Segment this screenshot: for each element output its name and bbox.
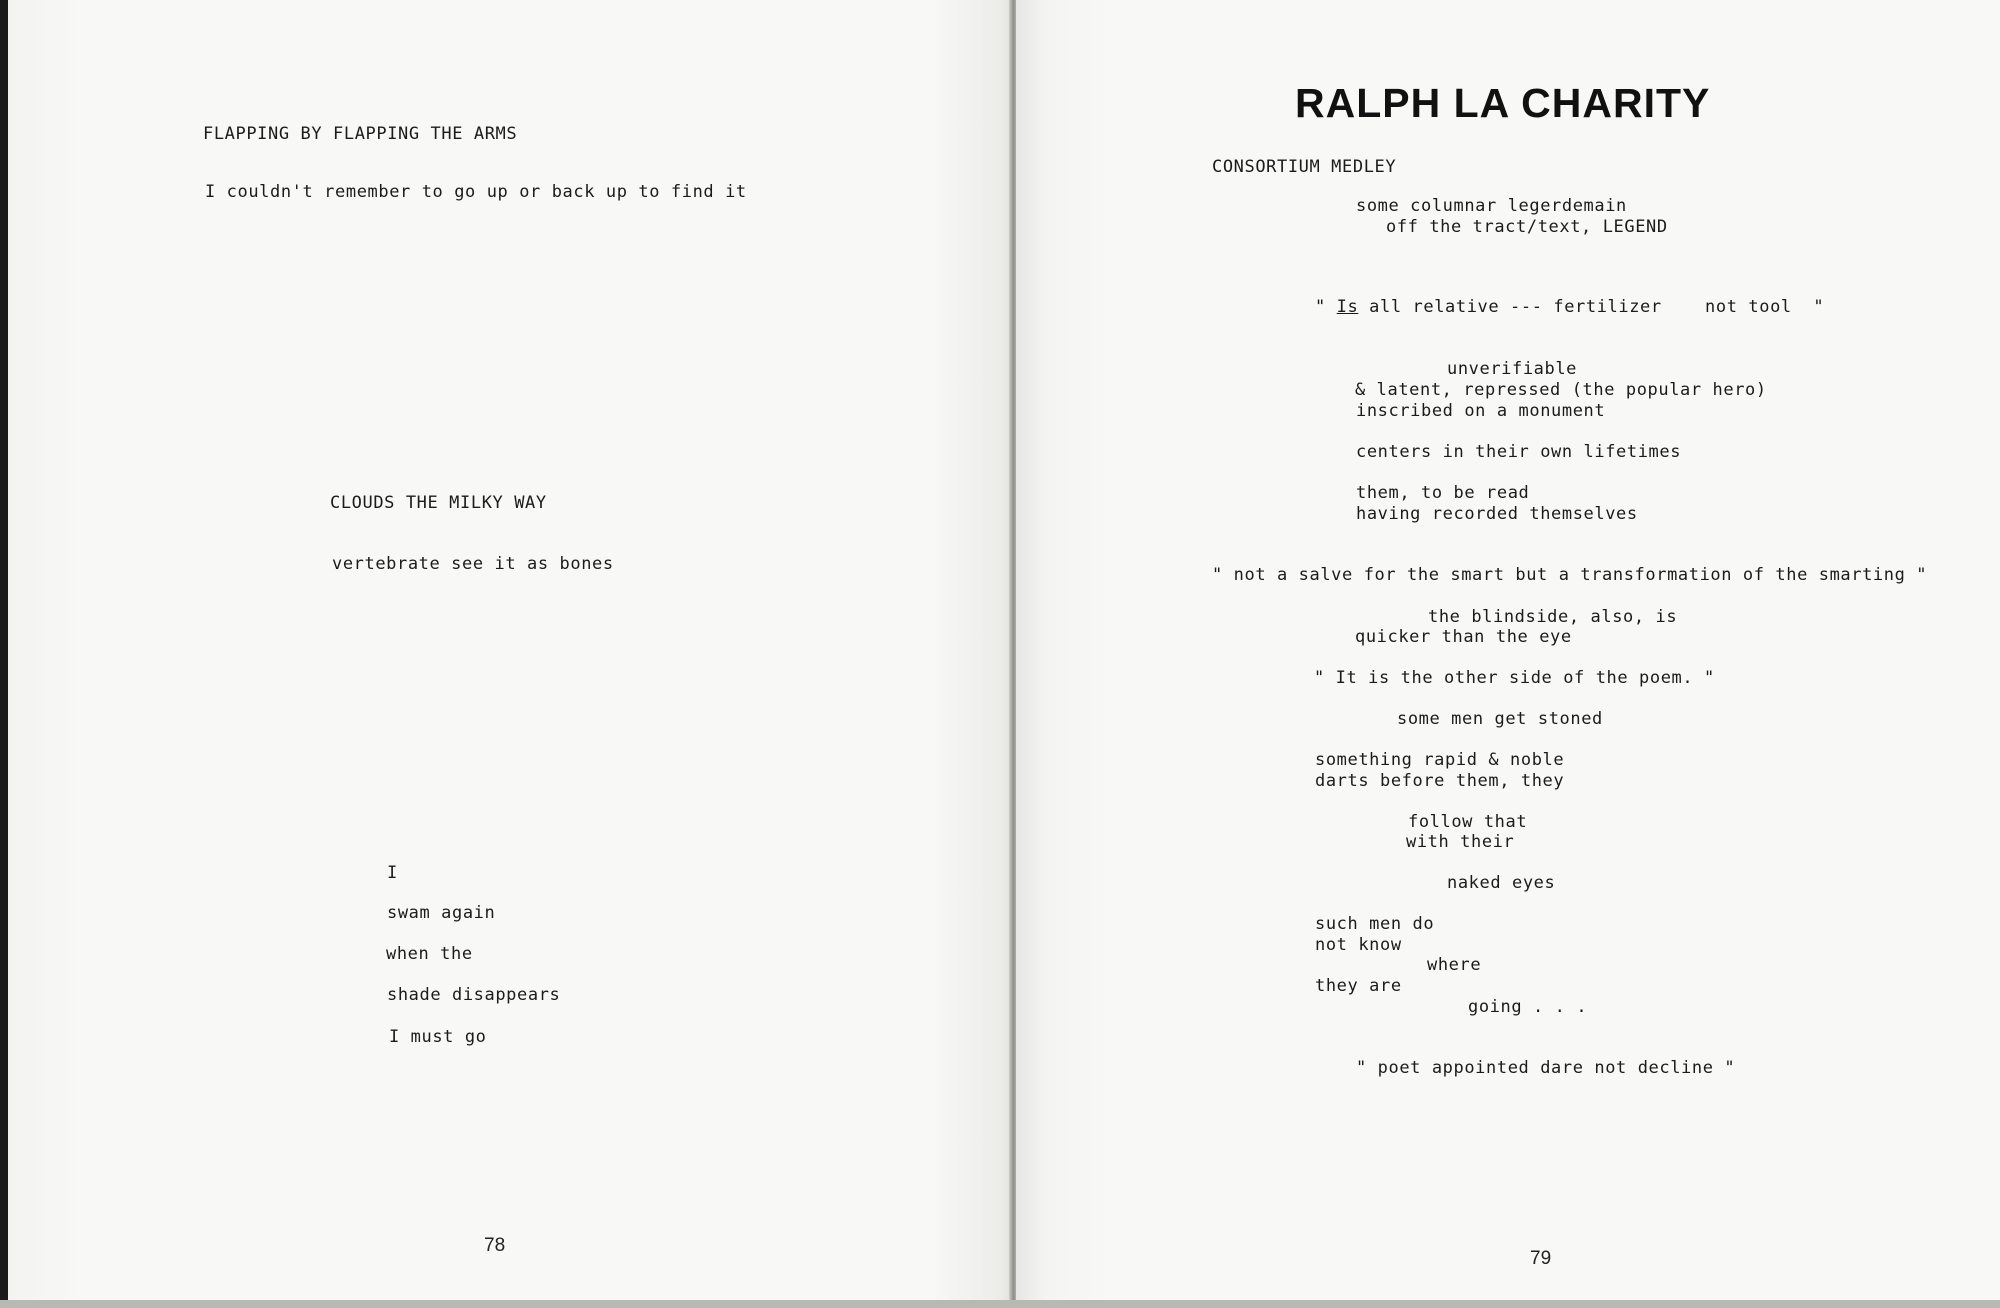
- poem-title-consortium: CONSORTIUM MEDLEY: [1212, 157, 1397, 177]
- medley-line-16: darts before them, they: [1315, 771, 1565, 791]
- poem3-line-4: shade disappears: [387, 985, 561, 1005]
- medley-line-20: such men do: [1315, 914, 1435, 934]
- medley-line-13: " It is the other side of the poem. ": [1314, 668, 1715, 688]
- medley-line-4: unverifiable: [1447, 359, 1578, 379]
- medley-line-7: centers in their own lifetimes: [1356, 442, 1682, 462]
- medley-line-14: some men get stoned: [1397, 709, 1603, 729]
- medley-line-23: they are: [1315, 976, 1402, 996]
- poem-title-clouds: CLOUDS THE MILKY WAY: [330, 493, 547, 513]
- medley-line-5: & latent, repressed (the popular hero): [1355, 380, 1767, 400]
- book-bottom-edge: [0, 1300, 2000, 1308]
- medley-line-6: inscribed on a monument: [1356, 401, 1606, 421]
- medley-line-15: something rapid & noble: [1315, 750, 1565, 770]
- medley-line-1: some columnar legerdemain: [1356, 196, 1627, 216]
- medley-line-22: where: [1427, 955, 1482, 975]
- poem-title-flapping: FLAPPING BY FLAPPING THE ARMS: [203, 124, 518, 144]
- medley-line-9: having recorded themselves: [1356, 504, 1638, 524]
- medley-line-17: follow that: [1408, 812, 1528, 832]
- medley-line-3: " Is all relative --- fertilizer not tool ": [1315, 297, 1825, 317]
- author-heading: RALPH LA CHARITY: [1295, 80, 1711, 126]
- poem-line-flapping: I couldn't remember to go up or back up to find it: [205, 182, 747, 202]
- poem3-line-5: I must go: [389, 1027, 487, 1047]
- poem3-line-1: I: [387, 863, 398, 883]
- medley-line-25: " poet appointed dare not decline ": [1356, 1058, 1736, 1078]
- page-number-right: 79: [1530, 1248, 1552, 1269]
- medley-line-8: them, to be read: [1356, 483, 1530, 503]
- poem3-line-2: swam again: [387, 903, 496, 923]
- poem3-line-3: when the: [386, 944, 473, 964]
- page-number-left: 78: [484, 1235, 506, 1256]
- poem-line-clouds: vertebrate see it as bones: [332, 554, 614, 574]
- medley-line-24: going . . .: [1468, 997, 1588, 1017]
- medley-line-11: the blindside, also, is: [1428, 607, 1678, 627]
- medley-line-12: quicker than the eye: [1355, 627, 1572, 647]
- medley-line-18: with their: [1406, 832, 1515, 852]
- medley-line-2: off the tract/text, LEGEND: [1386, 217, 1668, 237]
- medley-line-10: " not a salve for the smart but a transformation of the smarting ": [1212, 565, 1928, 585]
- medley-line-21: not know: [1315, 935, 1402, 955]
- medley-line-19: naked eyes: [1447, 873, 1556, 893]
